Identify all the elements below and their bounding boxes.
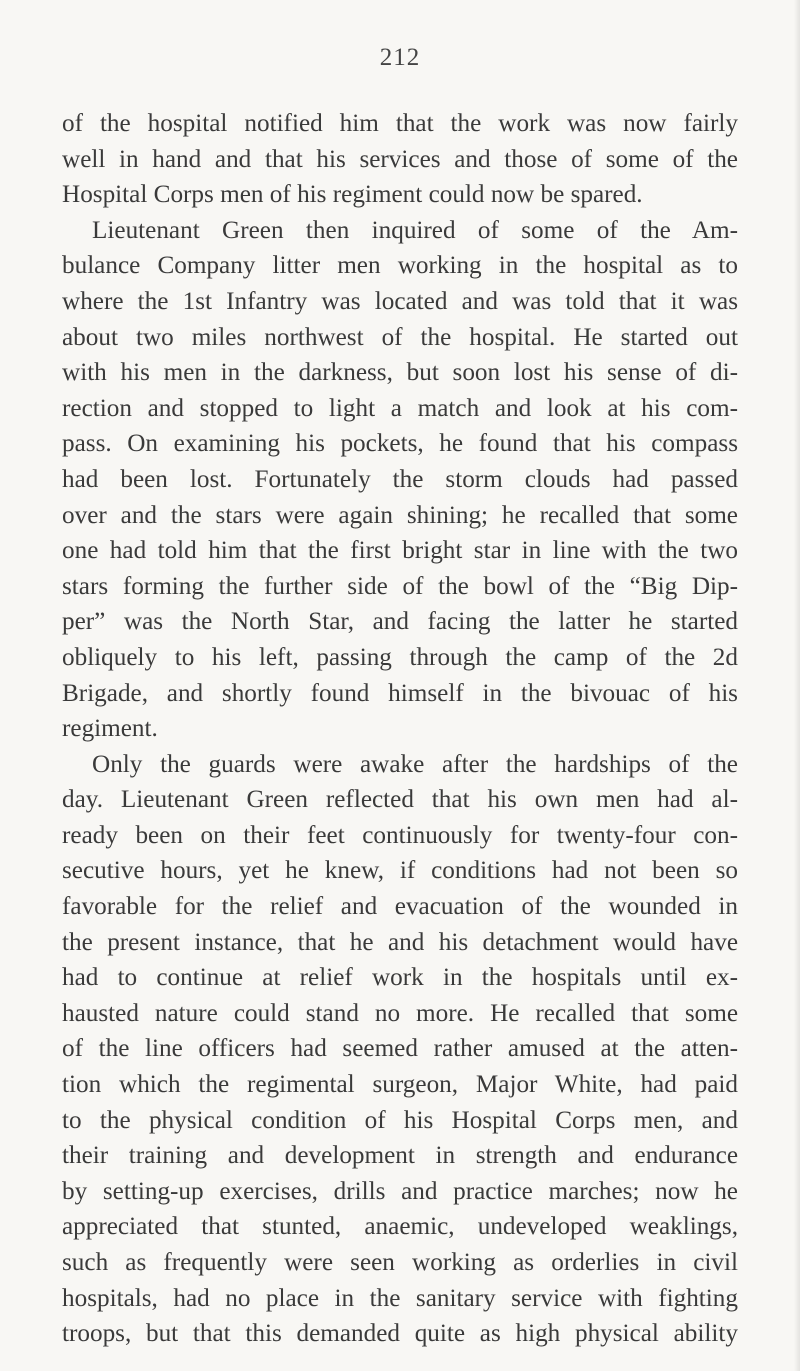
text-line: about two miles northwest of the hospital. He started out [62,323,738,351]
text-line: one had told him that the first bright star in line with the two [62,537,738,565]
text-line: over and the stars were again shining; he recalled that some [62,501,738,529]
text-line: well in hand and that his services and those of some of the [62,145,738,173]
text-line: hausted nature could stand no more. He recalled that some [62,999,738,1027]
text-line: appreciated that stunted, anaemic, undeveloped weaklings, [62,1213,738,1241]
text-line: such as frequently were seen working as orderlies in civil [62,1249,738,1276]
text-line: with his men in the darkness, but soon lost his sense of di- [62,359,738,387]
text-line: Only the guards were awake after the hardships of the [92,750,738,778]
text-line: rection and stopped to light a match and look at his com- [62,394,738,422]
page-edge-shadow [794,0,800,1371]
text-line: Brigade, and shortly found himself in the bivouac of his [62,679,738,707]
text-line: Hospital Corps men of his regiment could now be spared. [62,181,643,209]
text-line: of the line officers had seemed rather amused at the atten- [62,1035,738,1063]
text-line: tion which the regimental surgeon, Major White, had paid [62,1071,738,1099]
text-line: obliquely to his left, passing through the camp of the 2d [62,643,738,671]
text-line: of the hospital notified him that the work was now fairly [62,110,738,137]
text-line: favorable for the relief and evacuation of the wounded in [62,893,738,921]
text-line: by setting-up exercises, drills and practice marches; now he [62,1177,738,1205]
text-line: ready been on their feet continuously for twenty-four con- [62,821,738,849]
body-text [62,106,738,1352]
text-line: where the 1st Infantry was located and was told that it was [62,287,738,315]
text-line: Lieutenant Green then inquired of some of the Am- [92,216,738,244]
text-line: had to continue at relief work in the hospitals until ex- [62,964,738,992]
text-line: their training and development in strength and endurance [62,1142,738,1170]
text-line: bulance Company litter men working in the hospital as to [62,252,738,280]
text-line: the present instance, that he and his detachment would have [62,928,738,956]
text-line: secutive hours, yet he knew, if conditions had not been so [62,857,738,885]
text-line: per” was the North Star, and facing the latter he started [62,608,738,636]
text-line: day. Lieutenant Green reflected that his own men had al- [62,786,738,814]
page-number: 212 [379,44,421,71]
text-line: regiment. [62,715,158,743]
text-line: troops, but that this demanded quite as high physical ability [62,1320,738,1348]
text-line: pass. On examining his pockets, he found that his compass [62,430,738,458]
text-line: stars forming the further side of the bowl of the “Big Dip- [62,572,738,600]
text-line: hospitals, had no place in the sanitary service with fighting [62,1284,738,1312]
text-line: had been lost. Fortunately the storm clouds had passed [62,465,738,493]
text-line: to the physical condition of his Hospital Corps men, and [62,1106,738,1134]
